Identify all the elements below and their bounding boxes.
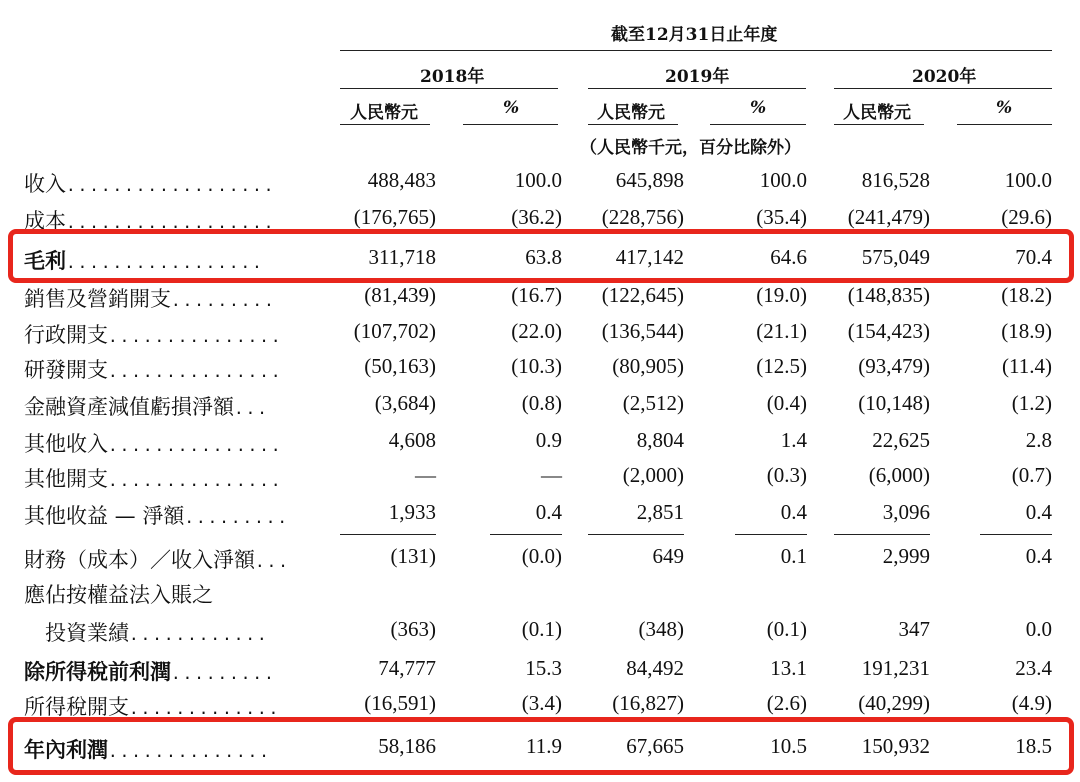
table-cell: 23.4 xyxy=(1015,656,1052,680)
table-cell: (154,423) xyxy=(847,319,930,343)
col-rmb-2020: 人民幣元 xyxy=(843,103,911,123)
table-cell: 0.0 xyxy=(1025,617,1052,641)
table-cell: 191,231 xyxy=(861,656,930,680)
period-header: 截至12月31日止年度 xyxy=(611,25,778,45)
table-cell: (241,479) xyxy=(847,205,930,229)
leader-dots: ............ xyxy=(129,625,269,644)
table-cell: 64.6 xyxy=(770,245,807,269)
row-label xyxy=(24,544,319,574)
table-cell: (0.8) xyxy=(521,391,562,415)
year-2020-rule xyxy=(834,88,1052,89)
table-cell: 417,142 xyxy=(615,245,684,269)
row-label-text: 行政開支 xyxy=(24,323,108,347)
row-label-text: 年內利潤 xyxy=(24,738,108,762)
table-cell: 100.0 xyxy=(1004,168,1052,192)
table-cell: (136,544) xyxy=(601,319,684,343)
table-cell: (93,479) xyxy=(858,354,930,378)
table-cell: 311,718 xyxy=(368,245,436,269)
row-label-text: 金融資產減值虧損淨額 xyxy=(24,395,234,419)
table-cell: (0.7) xyxy=(1011,463,1052,487)
table-cell: 63.8 xyxy=(525,245,562,269)
table-cell: 4,608 xyxy=(388,428,436,452)
table-cell: 2,999 xyxy=(882,544,930,568)
col-pct-2018: % xyxy=(503,98,520,118)
table-cell: (12.5) xyxy=(756,354,807,378)
row-label-text: 毛利 xyxy=(24,249,66,273)
table-cell: 649 xyxy=(652,544,684,568)
table-cell: (2.6) xyxy=(766,691,807,715)
leader-dots: .............. xyxy=(108,742,271,761)
unit-note: （人民幣千元，百分比除外） xyxy=(580,138,801,158)
row-label xyxy=(24,319,319,349)
row-label-text: 銷售及營銷開支 xyxy=(24,287,171,311)
table-cell: (0.4) xyxy=(766,391,807,415)
table-cell: (35.4) xyxy=(756,205,807,229)
row-label-text: 除所得稅前利潤 xyxy=(24,660,171,684)
table-cell: 816,528 xyxy=(861,168,930,192)
year-2018-header: 2018年 xyxy=(420,67,485,87)
table-cell: (21.1) xyxy=(756,319,807,343)
table-cell: 13.1 xyxy=(770,656,807,680)
leader-dots: ............. xyxy=(129,699,281,718)
table-cell: 3,096 xyxy=(882,500,930,524)
table-cell: (10.3) xyxy=(511,354,562,378)
table-cell: (1.2) xyxy=(1011,391,1052,415)
table-cell: 0.4 xyxy=(535,500,562,524)
table-cell: 100.0 xyxy=(759,168,807,192)
table-cell: (6,000) xyxy=(868,463,930,487)
table-cell: 150,932 xyxy=(861,734,930,758)
period-rule xyxy=(340,50,1052,51)
row-label-text: 成本 xyxy=(24,209,66,233)
subtotal-rule xyxy=(490,534,562,535)
col-rmb-2019: 人民幣元 xyxy=(597,103,665,123)
annual-profit-highlight xyxy=(8,717,1074,775)
table-cell: (18.9) xyxy=(1001,319,1052,343)
col-pct-2019: % xyxy=(750,98,767,118)
sub-rule xyxy=(340,124,430,125)
table-cell: 2.8 xyxy=(1025,428,1052,452)
table-cell: (16,827) xyxy=(612,691,684,715)
row-label xyxy=(24,579,319,609)
table-cell: (0.0) xyxy=(521,544,562,568)
leader-dots: ............... xyxy=(108,471,283,490)
row-label xyxy=(24,463,319,493)
subtotal-rule xyxy=(980,534,1052,535)
table-cell: (228,756) xyxy=(601,205,684,229)
leader-dots: ............... xyxy=(108,436,283,455)
table-cell: (176,765) xyxy=(353,205,436,229)
row-label xyxy=(24,428,319,458)
leader-dots: ......... xyxy=(171,291,276,310)
table-cell: (3,684) xyxy=(374,391,436,415)
sub-rule xyxy=(957,124,1052,125)
subtotal-rule xyxy=(340,534,436,535)
table-cell: (81,439) xyxy=(364,283,436,307)
table-cell: (22.0) xyxy=(511,319,562,343)
row-label-text: 其他開支 xyxy=(24,467,108,491)
table-cell: (29.6) xyxy=(1001,205,1052,229)
table-cell: 0.4 xyxy=(1025,544,1052,568)
table-cell: (122,645) xyxy=(601,283,684,307)
table-cell: (80,905) xyxy=(612,354,684,378)
sub-rule xyxy=(710,124,806,125)
table-cell: 347 xyxy=(898,617,930,641)
row-label xyxy=(24,617,319,647)
table-cell: (0.1) xyxy=(521,617,562,641)
year-2019-rule xyxy=(588,88,806,89)
table-cell: 11.9 xyxy=(526,734,562,758)
leader-dots: ............... xyxy=(108,362,283,381)
table-cell: 645,898 xyxy=(615,168,684,192)
sub-rule xyxy=(834,124,924,125)
row-label-text: 投資業績 xyxy=(24,621,129,645)
table-cell: 0.4 xyxy=(1025,500,1052,524)
table-cell: (16.7) xyxy=(511,283,562,307)
table-cell: 15.3 xyxy=(525,656,562,680)
subtotal-rule xyxy=(735,534,807,535)
row-label-text: 所得稅開支 xyxy=(24,695,129,719)
leader-dots: ......... xyxy=(171,664,276,683)
table-cell: — xyxy=(415,463,436,487)
table-cell: 575,049 xyxy=(861,245,930,269)
table-cell: 488,483 xyxy=(367,168,436,192)
leader-dots: ................. xyxy=(66,253,264,272)
gross-profit-highlight xyxy=(8,229,1074,283)
year-2020-header: 2020年 xyxy=(912,67,977,87)
leader-dots: ............... xyxy=(108,327,283,346)
table-cell: 58,186 xyxy=(378,734,436,758)
table-cell: 8,804 xyxy=(636,428,684,452)
table-cell: (363) xyxy=(390,617,436,641)
table-cell: (348) xyxy=(638,617,684,641)
row-label xyxy=(24,354,319,384)
table-cell: (131) xyxy=(390,544,436,568)
table-cell: (2,512) xyxy=(622,391,684,415)
table-cell: (0.3) xyxy=(766,463,807,487)
subtotal-rule xyxy=(834,534,930,535)
table-cell: 0.1 xyxy=(780,544,807,568)
table-cell: (148,835) xyxy=(847,283,930,307)
table-cell: (40,299) xyxy=(858,691,930,715)
row-label xyxy=(24,168,319,198)
table-cell: (16,591) xyxy=(364,691,436,715)
row-label xyxy=(24,283,319,313)
table-cell: 67,665 xyxy=(626,734,684,758)
row-label-text: 應佔按權益法入賬之 xyxy=(24,583,213,607)
table-cell: 1.4 xyxy=(780,428,807,452)
table-cell: (36.2) xyxy=(511,205,562,229)
sub-rule xyxy=(588,124,678,125)
table-cell: 0.4 xyxy=(780,500,807,524)
table-cell: (10,148) xyxy=(858,391,930,415)
sub-rule xyxy=(463,124,558,125)
table-cell: 18.5 xyxy=(1015,734,1052,758)
leader-dots: .................. xyxy=(66,213,276,232)
table-cell: (11.4) xyxy=(1002,354,1052,378)
leader-dots: .................. xyxy=(66,176,276,195)
table-cell: 84,492 xyxy=(626,656,684,680)
table-cell: (3.4) xyxy=(521,691,562,715)
table-cell: (107,702) xyxy=(353,319,436,343)
row-label-text: 收入 xyxy=(24,172,66,196)
table-cell: 10.5 xyxy=(770,734,807,758)
table-cell: (50,163) xyxy=(364,354,436,378)
table-cell: 70.4 xyxy=(1015,245,1052,269)
row-label-text: 其他收入 xyxy=(24,432,108,456)
row-label xyxy=(24,500,319,530)
year-2019-header: 2019年 xyxy=(665,67,730,87)
year-2018-rule xyxy=(340,88,558,89)
table-cell: (0.1) xyxy=(766,617,807,641)
leader-dots: ... xyxy=(234,399,269,418)
row-label xyxy=(24,656,319,686)
row-label xyxy=(24,391,319,421)
row-label-text: 其他收益 — 淨額 xyxy=(24,504,185,528)
leader-dots: ......... xyxy=(184,508,290,527)
col-rmb-2018: 人民幣元 xyxy=(350,103,418,123)
table-cell: (19.0) xyxy=(756,283,807,307)
table-cell: (18.2) xyxy=(1001,283,1052,307)
table-cell: — xyxy=(541,463,562,487)
table-cell: 1,933 xyxy=(388,500,436,524)
leader-dots: ... xyxy=(255,552,290,571)
col-pct-2020: % xyxy=(996,98,1013,118)
table-cell: 0.9 xyxy=(535,428,562,452)
row-label-text: 財務（成本）／收入淨額 xyxy=(24,548,255,572)
table-cell: 2,851 xyxy=(636,500,684,524)
table-cell: 22,625 xyxy=(872,428,930,452)
table-cell: (4.9) xyxy=(1011,691,1052,715)
table-cell: 100.0 xyxy=(514,168,562,192)
subtotal-rule xyxy=(588,534,684,535)
table-cell: (2,000) xyxy=(622,463,684,487)
row-label-text: 研發開支 xyxy=(24,358,108,382)
table-cell: 74,777 xyxy=(378,656,436,680)
